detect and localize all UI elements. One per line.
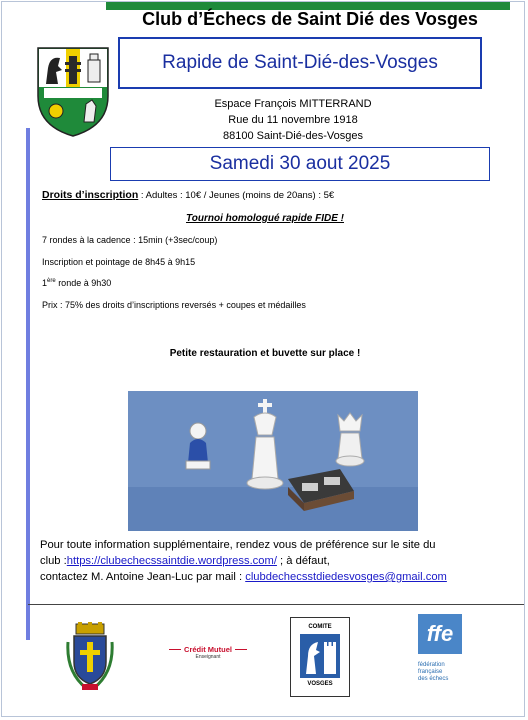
footer-separator — [28, 604, 524, 605]
fees-label: Droits d’inscription — [42, 189, 139, 201]
ffe-line1: fédération — [418, 662, 445, 668]
credit-mutuel-name: Crédit Mutuel — [184, 645, 232, 654]
chess-pieces-photo — [128, 391, 418, 531]
club-shield-logo — [36, 46, 110, 138]
event-date: Samedi 30 aout 2025 — [209, 153, 391, 174]
venue-city: 88100 Saint-Dié-des-Vosges — [222, 130, 364, 142]
registration-fees — [42, 189, 334, 201]
contact-line2: club :https://clubechecssaintdie.wordpress.com/ ; à défaut, — [40, 555, 330, 567]
knight-rook-icon — [300, 634, 340, 678]
vosges-label: VOSGES — [307, 681, 333, 687]
date-box — [110, 147, 490, 181]
comite-label: COMITE — [308, 624, 332, 630]
ffe-line2: française — [418, 669, 443, 675]
credit-mutuel-subtitle: Enseignant — [195, 654, 221, 660]
ffe-logo — [418, 614, 470, 690]
club-title: Club d’Échecs de Saint Dié des Vosges — [142, 9, 478, 29]
ffe-line3: des échecs — [418, 676, 449, 682]
fees-text: : Adultes : 10€ / Jeunes (moins de 20ans) : 5€ — [138, 190, 335, 201]
club-email-link[interactable]: clubdechecsstdiedesvosges@gmail.com — [245, 571, 447, 583]
catering-note: Petite restauration et buvette sur place ! — [169, 348, 361, 359]
first-round-time: 1ère ronde à 9h30 — [42, 278, 112, 288]
contact-line3: contactez M. Antoine Jean-Luc par mail : clubdechecsstdiedesvosges@gmail.com — [40, 571, 447, 583]
event-title-box — [118, 37, 482, 89]
contact-info — [40, 537, 490, 585]
registration-time: Inscription et pointage de 8h45 à 9h15 — [42, 257, 196, 267]
fide-homologation: Tournoi homologué rapide FIDE ! — [186, 213, 344, 224]
contact-line1: Pour toute information supplémentaire, rendez vous de préférence sur le site du — [40, 539, 436, 551]
rounds-info: 7 rondes à la cadence : 15min (+3sec/coup) — [42, 235, 218, 245]
prizes-info: Prix : 75% des droits d’inscriptions reversés + coupes et médailles — [42, 300, 306, 310]
comite-vosges-logo — [290, 617, 350, 697]
event-title: Rapide de Saint-Dié-des-Vosges — [162, 52, 438, 73]
city-coat-of-arms-logo — [66, 622, 114, 692]
venue-street: Rue du 11 novembre 1918 — [228, 114, 358, 126]
left-accent-rule — [26, 128, 30, 640]
club-website-link[interactable]: https://clubechecssaintdie.wordpress.com/ — [66, 555, 277, 567]
venue-name: Espace François MITTERRAND — [214, 98, 372, 110]
venue-address — [160, 96, 426, 144]
ffe-mark: ffe — [418, 614, 462, 654]
credit-mutuel-logo — [158, 645, 258, 660]
